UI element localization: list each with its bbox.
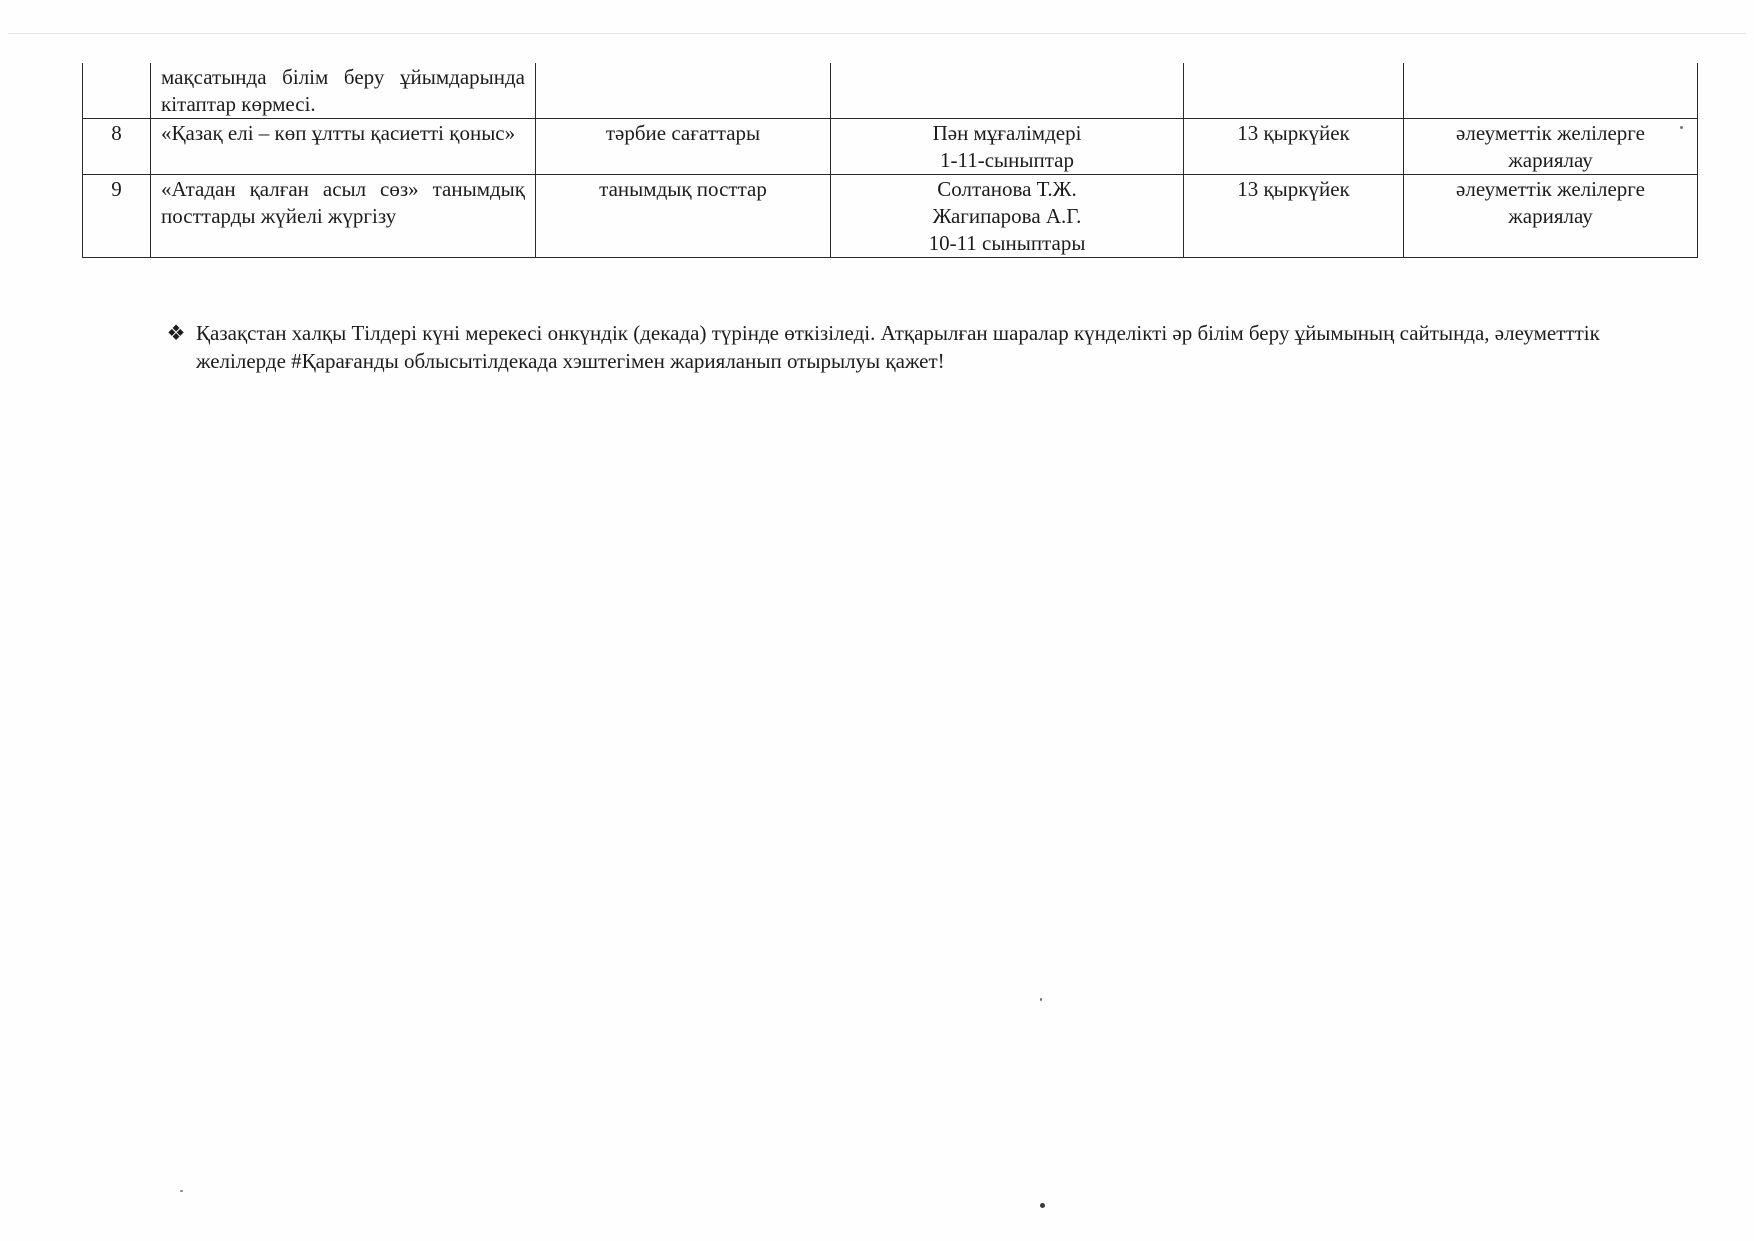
cell-event-title: «Атадан қалған асыл сөз» танымдық посттарды жүйелі жүргізу xyxy=(151,175,536,258)
closing-note xyxy=(165,319,1645,375)
scan-edge-line xyxy=(8,33,1746,34)
responsible-line: 1-11-сыныптар xyxy=(940,148,1074,172)
cell-number: 9 xyxy=(83,175,151,258)
four-diamond-bullet-icon: ❖ xyxy=(166,321,186,345)
cell-event-form: тәрбие сағаттары xyxy=(536,119,831,175)
cell-event-form xyxy=(536,63,831,119)
responsible-line: Пән мұғалімдері xyxy=(932,121,1082,145)
responsible-line: Жагипарова А.Г. xyxy=(932,204,1082,228)
cell-responsible xyxy=(831,175,1184,258)
cell-date: 13 қыркүйек xyxy=(1184,119,1404,175)
events-table xyxy=(82,63,1698,258)
cell-responsible xyxy=(831,63,1184,119)
table-row-9 xyxy=(83,175,1698,258)
cell-publication xyxy=(1404,119,1698,175)
scan-speck xyxy=(180,1190,183,1192)
closing-note-text: Қазақстан халқы Тілдері күні мерекесі онкүндік (декада) түрінде өткізіледі. Атқарылған шаралар күнделікті әр білім беру ұйымының сайтында, әлеуметттік желілерде #Қарағанды облысытілдекада хэштегімен жарияланып отырылуы қажет! xyxy=(196,321,1600,373)
cell-responsible xyxy=(831,119,1184,175)
table-row-8 xyxy=(83,119,1698,175)
publication-line: әлеуметтік желілерге xyxy=(1456,177,1645,201)
publication-line: әлеуметтік желілерге xyxy=(1456,121,1645,145)
cell-date: 13 қыркүйек xyxy=(1184,175,1404,258)
publication-line: жариялау xyxy=(1508,204,1593,228)
cell-number: 8 xyxy=(83,119,151,175)
cell-number xyxy=(83,63,151,119)
scan-speck xyxy=(1040,1203,1045,1208)
cell-event-title: «Қазақ елі – көп ұлтты қасиетті қоныс» xyxy=(151,119,536,175)
cell-publication xyxy=(1404,175,1698,258)
table-row-continued xyxy=(83,63,1698,119)
cell-date xyxy=(1184,63,1404,119)
scan-speck xyxy=(1040,998,1042,1001)
scan-speck xyxy=(1680,126,1683,129)
cell-event-form: танымдық посттар xyxy=(536,175,831,258)
cell-event-title: мақсатында білім беру ұйымдарында кітаптар көрмесі. xyxy=(151,63,536,119)
responsible-line: 10-11 сыныптары xyxy=(928,231,1086,255)
publication-line: жариялау xyxy=(1508,148,1593,172)
cell-publication xyxy=(1404,63,1698,119)
responsible-line: Солтанова Т.Ж. xyxy=(937,177,1077,201)
